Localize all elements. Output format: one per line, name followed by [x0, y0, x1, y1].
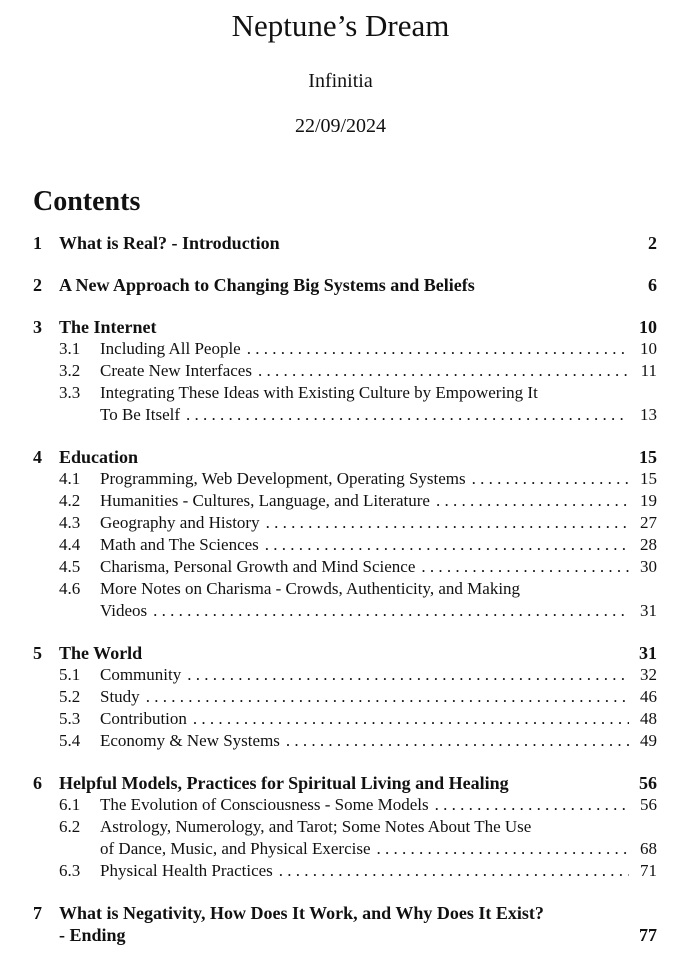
subsection-line	[100, 664, 657, 686]
leader-dots	[247, 338, 629, 360]
subsection-page-number: 31	[640, 601, 657, 620]
subsection-line	[100, 338, 657, 360]
section-title: Helpful Models, Practices for Spiritual Living and Healing	[59, 773, 509, 793]
toc-section-entry[interactable]	[33, 232, 657, 254]
toc-subsection-entry[interactable]	[33, 556, 657, 578]
document-date: 22/09/2024	[294, 115, 387, 137]
subsection-number: 6.1	[59, 795, 81, 814]
subsection-title: Integrating These Ideas with Existing Culture by Empowering It	[100, 383, 538, 402]
section-title: The World	[59, 643, 143, 663]
subsection-body	[100, 534, 657, 556]
toc-section-entry-continued[interactable]	[33, 924, 657, 946]
toc-subsection-entry[interactable]	[33, 686, 657, 708]
toc-subsection-entry[interactable]	[33, 360, 657, 382]
subsection-number: 6.2	[59, 817, 81, 836]
section-page-number: 31	[639, 643, 657, 663]
leader-dots	[286, 730, 629, 752]
subsection-line	[100, 794, 657, 816]
leader-dots	[265, 534, 629, 556]
subsection-line	[100, 490, 657, 512]
subsection-body	[100, 512, 657, 534]
subsection-title: Contribution	[100, 709, 187, 728]
subsection-number: 3.1	[59, 339, 81, 358]
subsection-line	[100, 686, 657, 708]
subsection-number: 4.3	[59, 513, 81, 532]
toc-subsection-entry[interactable]	[33, 708, 657, 730]
toc-section-entry[interactable]	[33, 316, 657, 338]
table-of-contents	[33, 232, 657, 966]
subsection-title: Create New Interfaces	[100, 361, 252, 380]
leader-dots	[187, 664, 629, 686]
subsection-number: 4.2	[59, 491, 81, 510]
toc-subsection-entry[interactable]	[33, 860, 657, 882]
subsection-line	[100, 838, 657, 860]
subsection-title: of Dance, Music, and Physical Exercise	[100, 839, 371, 858]
subsection-line	[100, 404, 657, 426]
subsection-page-number: 30	[640, 557, 657, 576]
toc-subsection-entry[interactable]	[33, 338, 657, 360]
subsection-number: 5.1	[59, 665, 81, 684]
subsection-page-number: 48	[640, 709, 657, 728]
toc-subsection-entry[interactable]	[33, 578, 657, 622]
section-number: 3	[33, 317, 42, 337]
leader-dots	[377, 838, 630, 860]
toc-subsection-entry[interactable]	[33, 512, 657, 534]
leader-dots	[266, 512, 629, 534]
toc-subsection-entry[interactable]	[33, 468, 657, 490]
section-page-number: 10	[639, 317, 657, 337]
toc-subsection-entry[interactable]	[33, 534, 657, 556]
subsection-page-number: 11	[640, 361, 657, 380]
subsection-line	[100, 468, 657, 490]
section-number: 1	[33, 233, 42, 253]
subsection-number: 4.1	[59, 469, 81, 488]
subsection-title: Study	[100, 687, 140, 706]
toc-subsection-entry[interactable]	[33, 490, 657, 512]
subsection-page-number: 19	[640, 491, 657, 510]
subsection-line	[100, 816, 657, 838]
leader-dots	[146, 686, 629, 708]
section-page-number: 56	[639, 773, 657, 793]
section-number: 6	[33, 773, 42, 793]
leader-dots	[435, 794, 629, 816]
subsection-body	[100, 730, 657, 752]
subsection-body	[100, 664, 657, 686]
subsection-body	[100, 708, 657, 730]
leader-dots	[421, 556, 629, 578]
toc-section-entry[interactable]	[33, 642, 657, 664]
toc-section	[33, 316, 657, 426]
subsection-line	[100, 512, 657, 534]
subsection-line	[100, 556, 657, 578]
leader-dots	[258, 360, 629, 382]
subsection-line	[100, 578, 657, 600]
subsection-title: To Be Itself	[100, 405, 181, 424]
toc-section	[33, 902, 657, 946]
section-page-number: 77	[639, 925, 657, 945]
section-title: The Internet	[59, 317, 157, 337]
subsection-number: 3.3	[59, 383, 81, 402]
section-number: 7	[33, 903, 42, 923]
subsection-line	[100, 708, 657, 730]
leader-dots	[472, 468, 629, 490]
subsection-page-number: 10	[640, 339, 657, 358]
subsection-body	[100, 338, 657, 360]
subsection-page-number: 49	[640, 731, 657, 750]
subsection-title: Humanities - Cultures, Language, and Literature	[100, 491, 430, 510]
subsection-number: 4.6	[59, 579, 81, 598]
subsection-body	[100, 468, 657, 490]
subsection-number: 5.4	[59, 731, 81, 750]
toc-subsection-entry[interactable]	[33, 816, 657, 860]
leader-dots	[279, 860, 629, 882]
section-title-continued: - Ending	[59, 925, 126, 945]
subsection-title: Geography and History	[100, 513, 260, 532]
subsection-title: More Notes on Charisma - Crowds, Authenticity, and Making	[100, 579, 521, 598]
subsection-page-number: 71	[640, 861, 657, 880]
section-page-number: 2	[648, 233, 657, 253]
section-number: 2	[33, 275, 42, 295]
toc-section-entry[interactable]	[33, 274, 657, 296]
subsection-body	[100, 578, 657, 622]
subsection-page-number: 13	[640, 405, 657, 424]
subsection-line	[100, 860, 657, 882]
subsection-number: 4.4	[59, 535, 81, 554]
document-author: Infinitia	[308, 70, 373, 92]
section-title: What is Real? - Introduction	[59, 233, 280, 253]
subsection-line	[100, 534, 657, 556]
toc-section-entry[interactable]	[33, 772, 657, 794]
subsection-number: 5.2	[59, 687, 81, 706]
toc-section-entry[interactable]	[33, 446, 657, 468]
section-page-number: 6	[648, 275, 657, 295]
subsection-body	[100, 860, 657, 882]
subsection-page-number: 28	[640, 535, 657, 554]
toc-section	[33, 446, 657, 622]
subsection-title: Programming, Web Development, Operating Systems	[100, 469, 466, 488]
leader-dots	[436, 490, 629, 512]
subsection-title: Math and The Sciences	[100, 535, 259, 554]
subsection-title: Community	[100, 665, 182, 684]
subsection-title: Charisma, Personal Growth and Mind Science	[100, 557, 416, 576]
toc-section	[33, 642, 657, 752]
toc-section-entry[interactable]	[33, 902, 657, 924]
section-title: Education	[59, 447, 139, 467]
section-page-number: 15	[639, 447, 657, 467]
subsection-title: Videos	[100, 601, 148, 620]
leader-dots	[153, 600, 629, 622]
subsection-title: Astrology, Numerology, and Tarot; Some Notes About The Use	[100, 817, 532, 836]
subsection-line	[100, 730, 657, 752]
document-title: Neptune’s Dream	[231, 8, 450, 43]
leader-dots	[193, 708, 629, 730]
toc-subsection-entry[interactable]	[33, 382, 657, 426]
toc-subsection-entry[interactable]	[33, 664, 657, 686]
subsection-page-number: 46	[640, 687, 657, 706]
contents-heading: Contents	[33, 186, 141, 217]
subsection-page-number: 68	[640, 839, 657, 858]
subsection-number: 4.5	[59, 557, 81, 576]
subsection-body	[100, 490, 657, 512]
section-number: 4	[33, 447, 42, 467]
subsection-body	[100, 556, 657, 578]
subsection-line	[100, 382, 657, 404]
toc-section	[33, 232, 657, 254]
subsection-title: The Evolution of Consciousness - Some Models	[100, 795, 429, 814]
subsection-line	[100, 600, 657, 622]
subsection-line	[100, 360, 657, 382]
subsection-body	[100, 816, 657, 860]
subsection-title: Including All People	[100, 339, 241, 358]
leader-dots	[186, 404, 629, 426]
subsection-page-number: 56	[640, 795, 657, 814]
section-number: 5	[33, 643, 42, 663]
subsection-number: 5.3	[59, 709, 81, 728]
toc-section	[33, 274, 657, 296]
subsection-body	[100, 794, 657, 816]
subsection-number: 6.3	[59, 861, 81, 880]
toc-section	[33, 772, 657, 882]
toc-subsection-entry[interactable]	[33, 794, 657, 816]
subsection-body	[100, 360, 657, 382]
section-title: A New Approach to Changing Big Systems and Beliefs	[59, 275, 475, 295]
subsection-title: Economy & New Systems	[100, 731, 280, 750]
subsection-number: 3.2	[59, 361, 81, 380]
toc-subsection-entry[interactable]	[33, 730, 657, 752]
section-title: What is Negativity, How Does It Work, and Why Does It Exist?	[59, 903, 544, 923]
subsection-body	[100, 686, 657, 708]
subsection-page-number: 15	[640, 469, 657, 488]
subsection-title: Physical Health Practices	[100, 861, 273, 880]
subsection-page-number: 27	[640, 513, 657, 532]
subsection-page-number: 32	[640, 665, 657, 684]
subsection-body	[100, 382, 657, 426]
